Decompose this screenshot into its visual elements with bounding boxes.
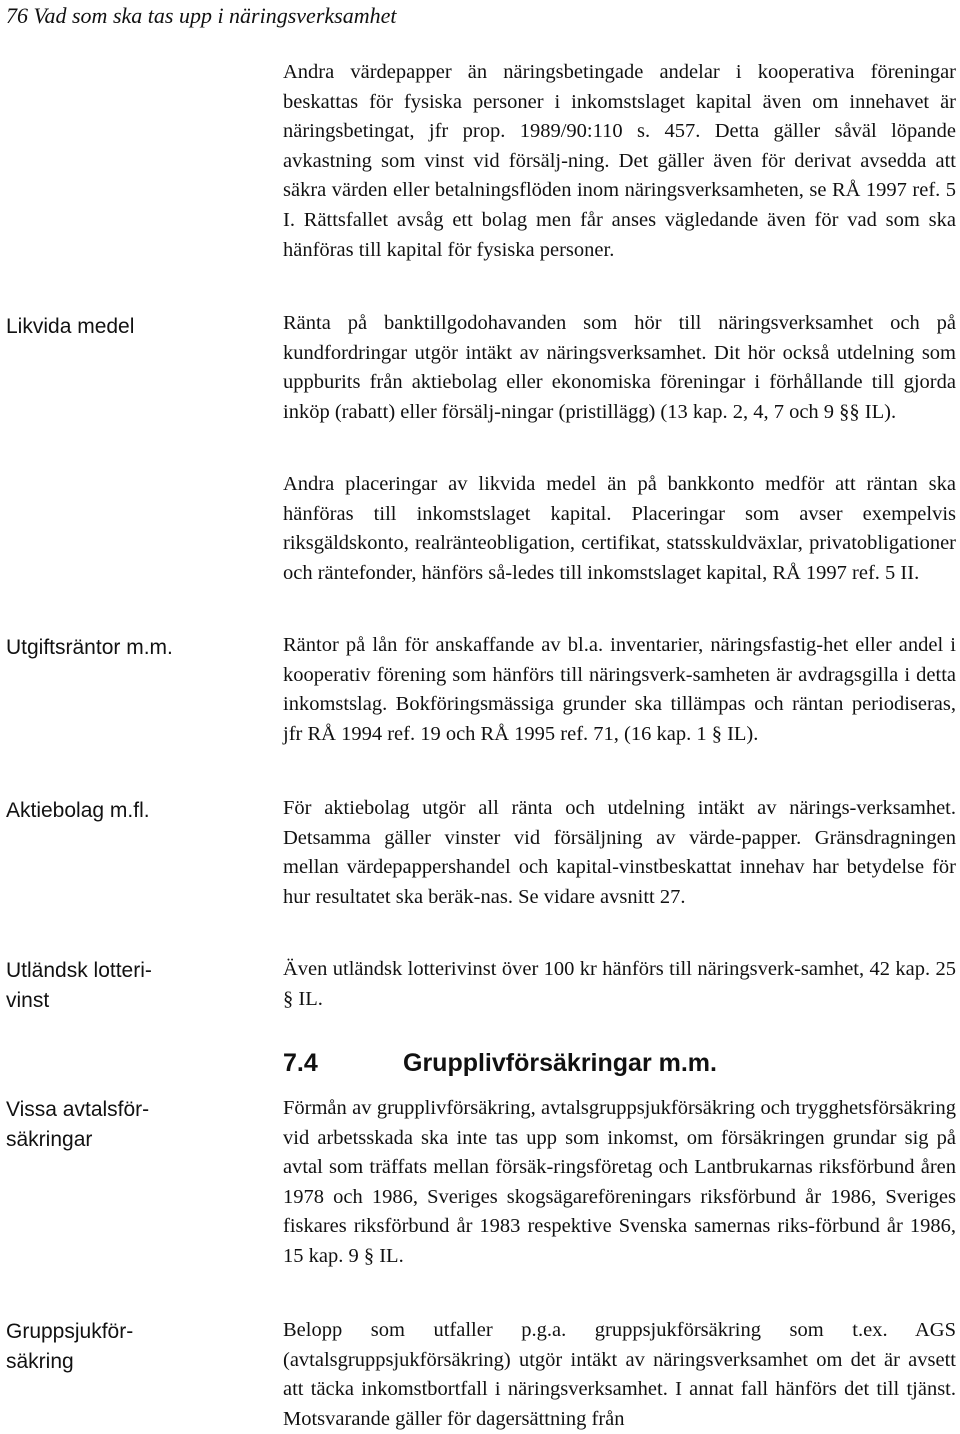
section-heading xyxy=(283,1046,717,1080)
paragraph-rantor-lan: Räntor på lån för anskaffande av bl.a. inventarier, näringsfastig-het eller andel i kooperativ förening som hänförs till näringsverk-samheten är avdragsgilla i detta inkomstslag. Bokföringsmässiga grunder ska tillämpas och räntan periodiseras, jfr RÅ 1994 ref. 19 och RÅ 1995 ref. 71, (16 kap. 1 § IL). xyxy=(283,634,956,745)
paragraph-andra-placeringar: Andra placeringar av likvida medel än på bankkonto medför att räntan ska hänföras till inkomstslaget kapital. Placeringar som avser exempelvis riksgäldskonto, realränteobligation, certifikat, statsskuldväxlar, privatobligationer och räntefonder, hänförs så-ledes till inkomstslaget kapital, RÅ 1997 ref. 5 II. xyxy=(283,473,956,584)
page-header xyxy=(6,2,396,30)
margin-note-utgiftsrantor: Utgiftsräntor m.m. xyxy=(6,636,173,659)
margin-note-utlandsk-lotterivinst: Utländsk lotteri- vinst xyxy=(6,959,152,1012)
margin-note-vissa-avtalsforsakringar: Vissa avtalsför- säkringar xyxy=(6,1098,150,1151)
paragraph-grupplivforsakring: Förmån av grupplivförsäkring, avtalsgruppsjukförsäkring och trygghetsförsäkring vid arbetsskada ska inte tas upp som inkomst, om försäkringen grundar sig på avtal som träffats mellan försäk-ringsföretag och Lantbrukarnas riksförbund åren 1978 och 1986, Sveriges skogsägareföreningars riksförbund år 1986, Sveriges fiskares riksförbund år 1983 respektive Svenska samernas riks-förbund år 1986, 15 kap. 9 § IL. xyxy=(283,1097,956,1267)
paragraph-gruppsjukforsakring: Belopp som utfaller p.g.a. gruppsjukförsäkring som t.ex. AGS (avtalsgruppsjukförsäkring) utgör intäkt av näringsverksamhet om det är avsett att täcka inkomstbortfall i näringsverksamhet. I annat fall hänförs det till tjänst. Motsvarande gäller för dagersättning från xyxy=(283,1319,956,1430)
paragraph-lotterivinst: Även utländsk lotterivinst över 100 kr hänförs till näringsverk-samhet, 42 kap. 25 § IL. xyxy=(283,958,956,1010)
section-title: Grupplivförsäkringar m.m. xyxy=(403,1049,717,1077)
page-number: 76 xyxy=(6,3,28,28)
paragraph-vardepapper: Andra värdepapper än näringsbetingade andelar i kooperativa föreningar beskattas för fysiska personer i inkomstslaget kapital även om innehavet är näringsbetingat, jfr prop. 1989/90:110 s. 457. Detta gäller såväl löpande avkastning som vinst vid försälj-ning. Det gäller även för derivat avsedda att säkra värden eller betalningsflöden inom näringsverksamheten, se RÅ 1997 ref. 5 I. Rättsfallet avsåg ett bolag men får anses vägledande även för vad som ska hänföras till kapital för fysiska personer. xyxy=(283,61,956,261)
paragraph-aktiebolag: För aktiebolag utgör all ränta och utdelning intäkt av närings-verksamhet. Detsamma gäller vinster vid försäljning av värde-papper. Gränsdragningen mellan värdepappershandel och kapital-vinstbeskattat innehav har betydelse för hur resultatet ska beräk-nas. Se vidare avsnitt 27. xyxy=(283,797,956,908)
paragraph-ranta-bank: Ränta på banktillgodohavanden som hör till näringsverksamhet och på kundfordringar utgör intäkt av näringsverksamhet. Dit hör också utdelning som uppburits från aktiebolag eller ekonomiska föreningar i förhållande till gjorda inköp (rabatt) eller försälj-ningar (pristillägg) (13 kap. 2, 4, 7 och 9 §§ IL). xyxy=(283,312,956,423)
section-number: 7.4 xyxy=(283,1049,318,1077)
margin-note-aktiebolag: Aktiebolag m.fl. xyxy=(6,799,150,822)
running-title: Vad som ska tas upp i näringsverksamhet xyxy=(33,3,397,28)
margin-note-likvida-medel: Likvida medel xyxy=(6,315,135,338)
margin-note-gruppsjukforsakring: Gruppsjukför- säkring xyxy=(6,1320,134,1373)
